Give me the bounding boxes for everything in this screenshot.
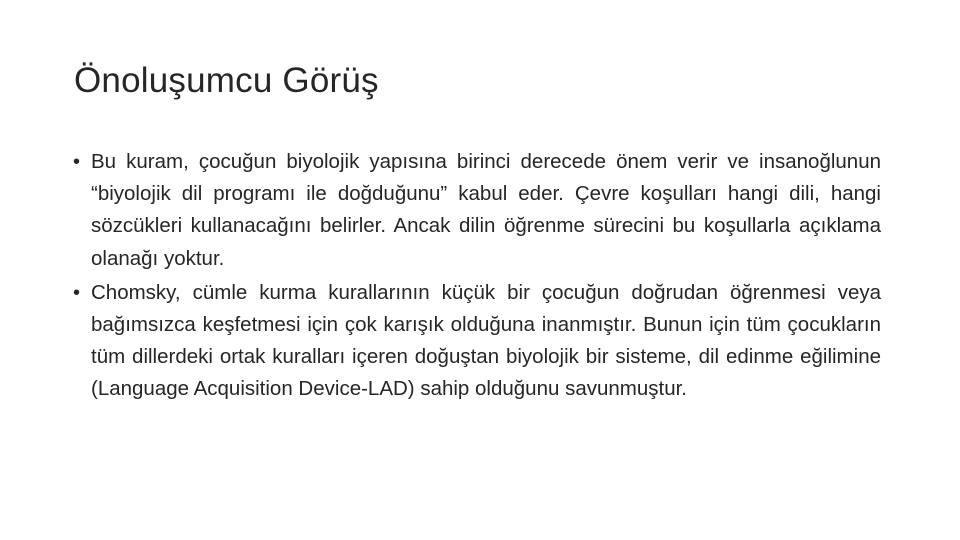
bullet-item — [73, 146, 881, 275]
bullet-icon: • — [73, 151, 81, 173]
bullet-text: Bu kuram, çocuğun biyolojik yapısına birinci derecede önem verir ve insanoğlunun “biyolojik dil programı ile doğduğunu” kabul eder. Çevre koşulları hangi dili, hangi sözcükleri kullanacağını belirler. Ancak dilin öğrenme sürecini bu koşullarla açıklama olanağı yoktur. — [91, 150, 881, 270]
bullet-item — [73, 277, 881, 406]
bullet-list — [73, 146, 881, 406]
bullet-text: Chomsky, cümle kurma kurallarının küçük bir çocuğun doğrudan öğrenmesi veya bağımsızca keşfetmesi için çok karışık olduğuna inanmıştır. Bunun için tüm çocukların tüm dillerdeki ortak kuralları içeren doğuştan biyolojik bir sisteme, dil edinme eğilimine (Language Acquisition Device-LAD) sahip olduğunu savunmuştur. — [91, 280, 881, 401]
bullet-icon: • — [73, 281, 81, 304]
slide-title: Önoluşumcu Görüş — [74, 61, 379, 100]
